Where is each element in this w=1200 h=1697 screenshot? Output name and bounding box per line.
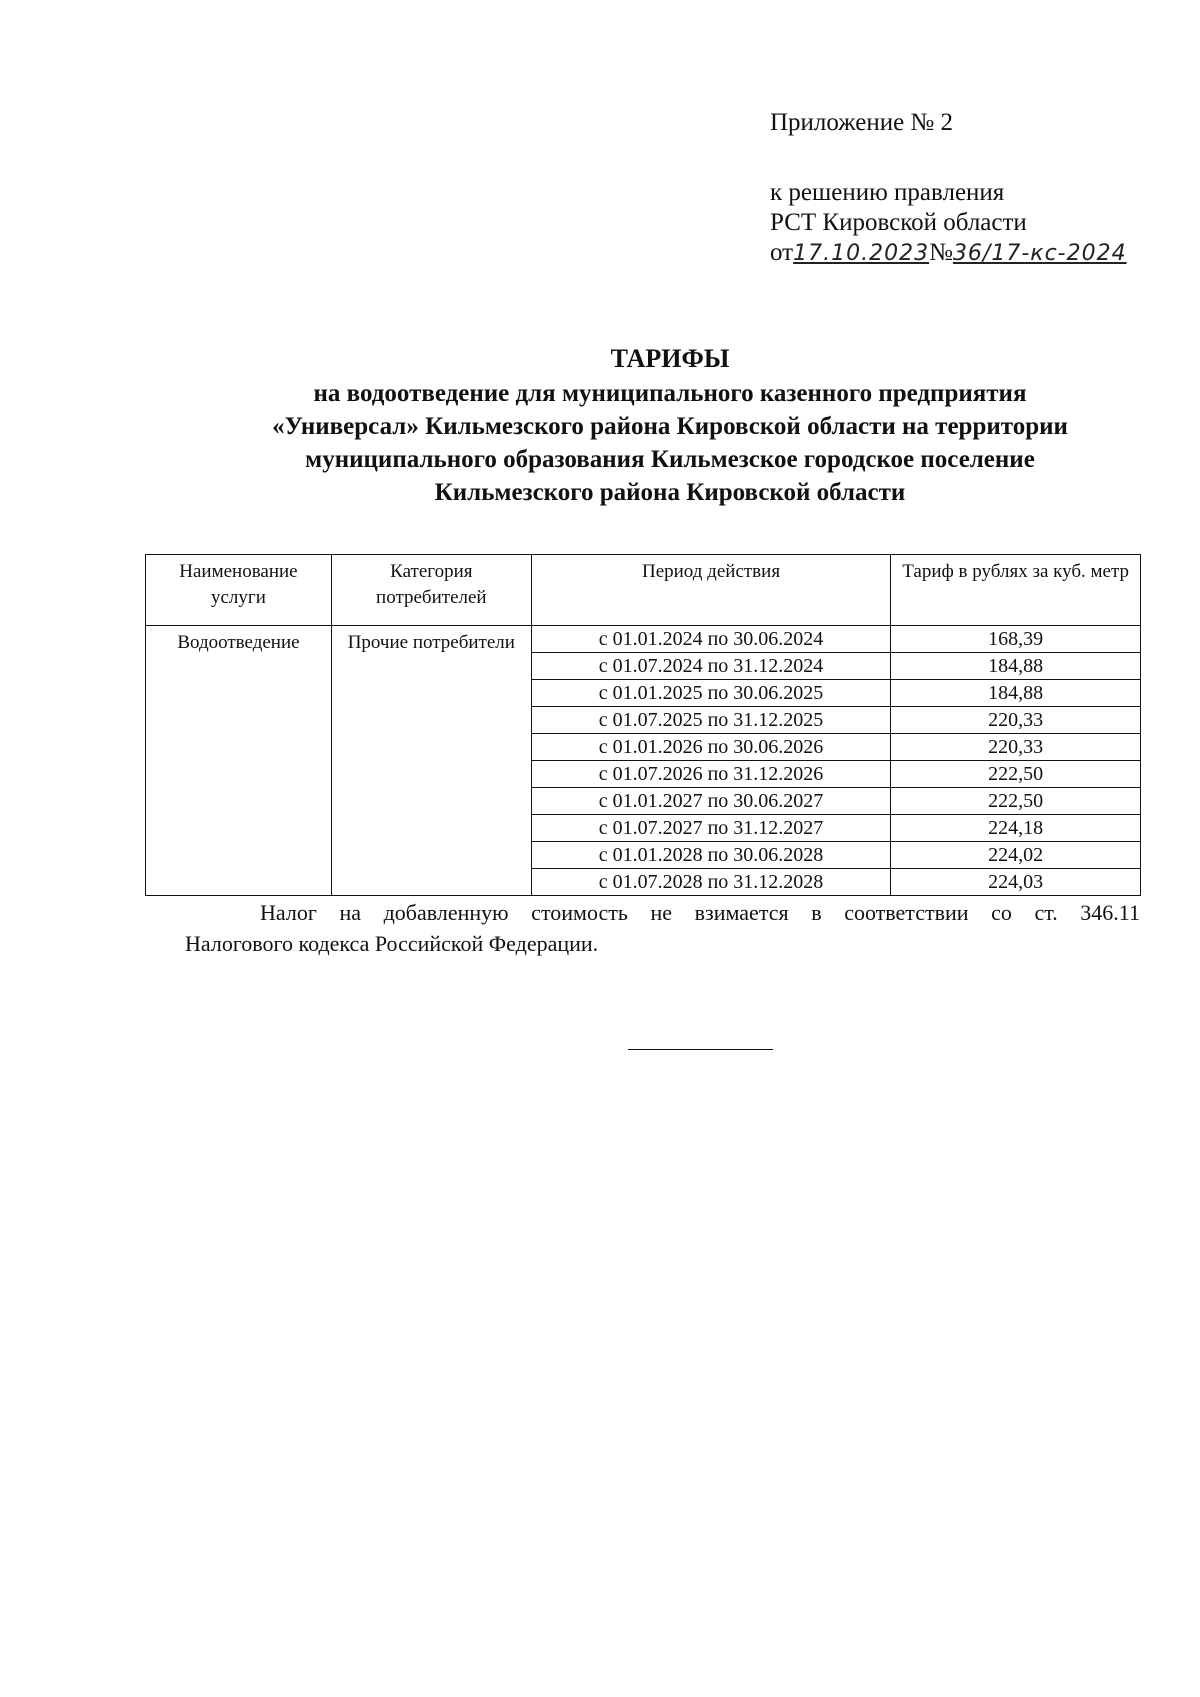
period-cell: с 01.07.2024 по 31.12.2024	[531, 653, 891, 680]
vat-note	[185, 897, 1140, 959]
vat-note-line-1: Налог на добавленную стоимость не взимается в соответствии со ст. 346.11	[260, 900, 1140, 925]
appendix-block	[770, 108, 1127, 269]
rate-cell: 224,03	[891, 869, 1141, 896]
service-cell: Водоотведение	[146, 626, 332, 896]
rate-cell: 224,02	[891, 842, 1141, 869]
rate-cell: 184,88	[891, 653, 1141, 680]
period-cell: с 01.07.2028 по 31.12.2028	[531, 869, 891, 896]
rate-cell: 220,33	[891, 734, 1141, 761]
header-rate: Тариф в рублях за куб. метр	[891, 555, 1141, 626]
document-title-block	[130, 342, 1200, 509]
period-cell: с 01.01.2026 по 30.06.2026	[531, 734, 891, 761]
number-sign: №	[929, 239, 953, 266]
period-cell: с 01.07.2027 по 31.12.2027	[531, 815, 891, 842]
document-title: ТАРИФЫ	[610, 344, 730, 373]
vat-note-line-2: Налогового кодекса Российской Федерации.	[185, 931, 599, 956]
title-line-1: на водоотведение для муниципального казенного предприятия	[313, 380, 1027, 407]
rate-cell: 224,18	[891, 815, 1141, 842]
appendix-date-number-line	[770, 238, 1127, 269]
title-line-2: «Универсал» Кильмезского района Кировской области на территории	[272, 413, 1068, 440]
table-header-row	[146, 555, 1141, 626]
title-line-3: муниципального образования Кильмезское городское поселение	[305, 446, 1035, 473]
period-cell: с 01.01.2024 по 30.06.2024	[531, 626, 891, 653]
category-cell: Прочие потребители	[331, 626, 531, 896]
period-cell: с 01.01.2025 по 30.06.2025	[531, 680, 891, 707]
tariffs-table	[145, 554, 1141, 896]
rate-cell: 220,33	[891, 707, 1141, 734]
rate-cell: 222,50	[891, 788, 1141, 815]
period-cell: с 01.01.2028 по 30.06.2028	[531, 842, 891, 869]
table-row	[146, 626, 1141, 653]
handwritten-number: 36/17-кс-2024	[952, 241, 1127, 266]
rate-cell: 184,88	[891, 680, 1141, 707]
rate-cell: 168,39	[891, 626, 1141, 653]
period-cell: с 01.01.2027 по 30.06.2027	[531, 788, 891, 815]
handwritten-date: 17.10.2023	[793, 241, 930, 266]
header-service: Наименование услуги	[146, 555, 332, 626]
title-line-4: Кильмезского района Кировской области	[434, 479, 906, 506]
header-category: Категория потребителей	[331, 555, 531, 626]
appendix-decision-line: к решению правления	[770, 179, 1005, 206]
from-prefix: от	[770, 239, 794, 266]
period-cell: с 01.07.2026 по 31.12.2026	[531, 761, 891, 788]
header-period: Период действия	[531, 555, 891, 626]
appendix-authority-line: РСТ Кировской области	[770, 209, 1027, 236]
closing-divider	[628, 1049, 773, 1050]
rate-cell: 222,50	[891, 761, 1141, 788]
appendix-title: Приложение № 2	[770, 109, 954, 136]
period-cell: с 01.07.2025 по 31.12.2025	[531, 707, 891, 734]
